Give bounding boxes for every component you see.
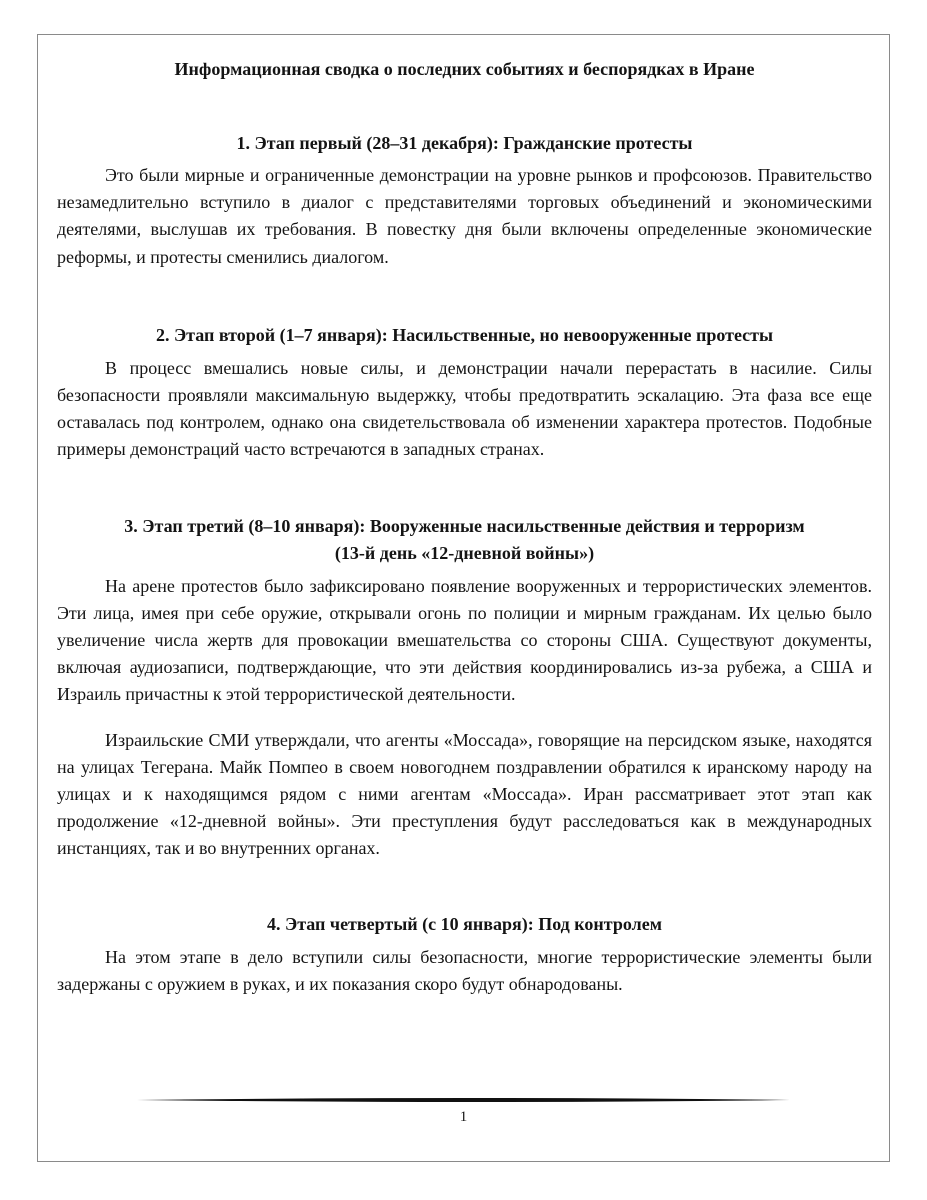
section-3-paragraph-2: Израильские СМИ утверждали, что агенты «Моссада», говорящие на персидском языке, находятся на улицах Тегерана. Майк Помпео в своем новогоднем поздравлении обратился к иранскому народу на улицах и к находящимся рядом с ними агентам «Моссада». Иран рассматривает этот этап как продолжение «12-дневной войны». Эти преступления будут расследоваться как в международных инстанциях, так и во внутренних органах. — [57, 729, 872, 859]
footer-divider — [137, 1097, 790, 1103]
section-4-paragraph: На этом этапе в дело вступили силы безопасности, многие террористические элементы были задержаны с оружием в руках, и их показания скоро будут обнародованы. — [57, 946, 872, 994]
section-3-heading — [57, 513, 872, 567]
section-4-heading: 4. Этап четвертый (с 10 января): Под контролем — [267, 913, 662, 934]
section-1-paragraph: Это были мирные и ограниченные демонстрации на уровне рынков и профсоюзов. Правительство незамедлительно вступило в диалог с представителями торговых объединений и экономическими деятелями, выслушав их требования. В повестку дня были включены определенные экономические реформы, и протесты сменились диалогом. — [57, 165, 872, 267]
document-title: Информационная сводка о последних событиях и беспорядках в Иране — [174, 59, 755, 79]
document-body — [57, 56, 872, 998]
section-2-heading: 2. Этап второй (1–7 января): Насильственные, но невооруженные протесты — [155, 324, 774, 345]
section-3-heading-line-1: 3. Этап третий (8–10 января): Вооруженные насильственные действия и терроризм — [124, 515, 805, 536]
section-3-heading-line-2: (13-й день «12-дневной войны») — [334, 542, 595, 563]
section-1-heading: 1. Этап первый (28–31 декабря): Гражданские протесты — [236, 133, 693, 153]
section-2-paragraph: В процесс вмешались новые силы, и демонстрации начали перерастать в насилие. Силы безопасности проявляли максимальную выдержку, чтобы предотвратить эскалацию. Эта фаза все еще оставалась под контролем, однако она свидетельствовала об изменении характера протестов. Подобные примеры демонстраций часто встречаются в западных странах. — [57, 357, 872, 460]
section-3-paragraph-1: На арене протестов было зафиксировано появление вооруженных и террористических элементов. Эти лица, имея при себе оружие, открывали огонь по полиции и мирным гражданам. Их целью было увеличение числа жертв для провокации вмешательства со стороны США. Существуют документы, включая аудиозаписи, подтверждающие, что эти действия координировались из-за рубежа, а США и Израиль причастны к этой террористической деятельности. — [57, 575, 872, 705]
page-number: 1 — [459, 1109, 468, 1125]
